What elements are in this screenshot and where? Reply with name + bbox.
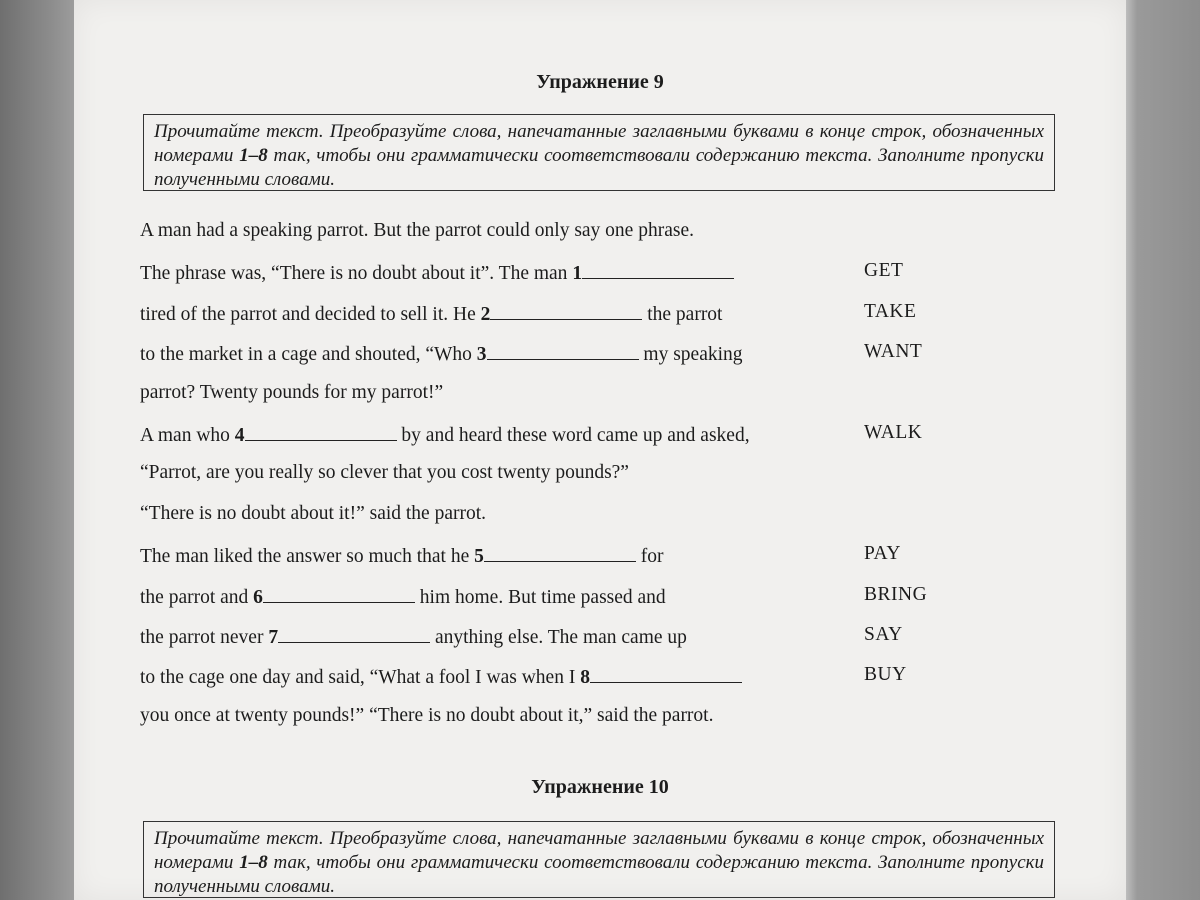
text-line xyxy=(140,705,1040,727)
answer-blank[interactable] xyxy=(245,422,397,441)
capital-word: PAY xyxy=(864,543,901,564)
text-segment: to the market in a cage and shouted, “Who xyxy=(140,344,477,365)
gap-number: 6 xyxy=(253,587,263,608)
text-segment: the parrot xyxy=(642,304,723,325)
gap-number: 5 xyxy=(474,546,484,567)
text-segment: parrot? Twenty pounds for my parrot!” xyxy=(140,382,444,403)
text-segment: the parrot and xyxy=(140,587,254,608)
text-line xyxy=(140,382,1040,404)
answer-blank[interactable] xyxy=(263,584,415,603)
text-segment: for xyxy=(635,546,664,567)
scan-edge-right xyxy=(1126,0,1200,900)
exercise-10-title: Упражнение 10 xyxy=(531,776,669,798)
text-line xyxy=(140,543,1040,568)
capital-word: WANT xyxy=(864,341,923,362)
answer-blank[interactable] xyxy=(490,301,642,320)
text-segment: “There is no doubt about it!” said the parrot. xyxy=(140,503,487,524)
scan-edge-left xyxy=(0,0,74,900)
gap-number: 1 xyxy=(572,263,583,284)
text-segment: my speaking xyxy=(638,344,743,365)
text-segment: The man liked the answer so much that he xyxy=(140,546,475,567)
text-segment: to the cage one day and said, “What a fool I was when I xyxy=(140,667,581,688)
capital-word: GET xyxy=(864,260,904,281)
capital-word: TAKE xyxy=(864,301,917,322)
text-line xyxy=(140,462,1040,484)
text-segment: “Parrot, are you really so clever that you cost twenty pounds?” xyxy=(140,462,629,483)
text-segment: the parrot never xyxy=(140,627,269,648)
exercise-9-title: Упражнение 9 xyxy=(536,71,664,93)
text-line xyxy=(140,624,1040,649)
answer-blank[interactable] xyxy=(590,664,742,683)
gap-number: 8 xyxy=(580,667,590,688)
text-segment: you once at twenty pounds!” “There is no doubt about it,” said the parrot. xyxy=(140,705,714,726)
text-segment: by and heard these word came up and asked, xyxy=(396,425,750,446)
text-segment: A man who xyxy=(140,425,235,446)
answer-blank[interactable] xyxy=(484,543,636,562)
text-line xyxy=(140,503,1040,525)
exercise-9-instruction: Прочитайте текст. Преобразуйте слова, напечатанные заглавными буквами в конце строк, обозначенных номерами 1–8 так, чтобы они грамматически соответствовали содержанию текста. Заполните пропуски полученными словами. xyxy=(143,114,1055,191)
gap-number: 4 xyxy=(234,425,245,446)
text-segment: anything else. The man came up xyxy=(430,627,687,648)
capital-word: SAY xyxy=(864,624,903,645)
text-line xyxy=(140,260,1040,285)
answer-blank[interactable] xyxy=(582,260,734,279)
gap-number: 2 xyxy=(480,304,491,325)
text-line xyxy=(140,220,1040,242)
answer-blank[interactable] xyxy=(278,624,430,643)
answer-blank[interactable] xyxy=(487,341,639,360)
capital-word: BRING xyxy=(864,584,928,605)
capital-word: BUY xyxy=(864,664,907,685)
text-segment: tired of the parrot and decided to sell it. He xyxy=(140,304,481,325)
text-segment: The phrase was, “There is no doubt about it”. The man xyxy=(140,263,573,284)
exercise-10-instruction: Прочитайте текст. Преобразуйте слова, напечатанные заглавными буквами в конце строк, обозначенных номерами 1–8 так, чтобы они грамматически соответствовали содержанию текста. Заполните пропуски полученными словами. xyxy=(143,821,1055,898)
document-page xyxy=(74,0,1126,900)
capital-word: WALK xyxy=(864,422,923,443)
text-segment: him home. But time passed and xyxy=(414,587,666,608)
text-segment: A man had a speaking parrot. But the parrot could only say one phrase. xyxy=(140,220,694,241)
gap-number: 3 xyxy=(476,344,487,365)
gap-number: 7 xyxy=(268,627,279,648)
